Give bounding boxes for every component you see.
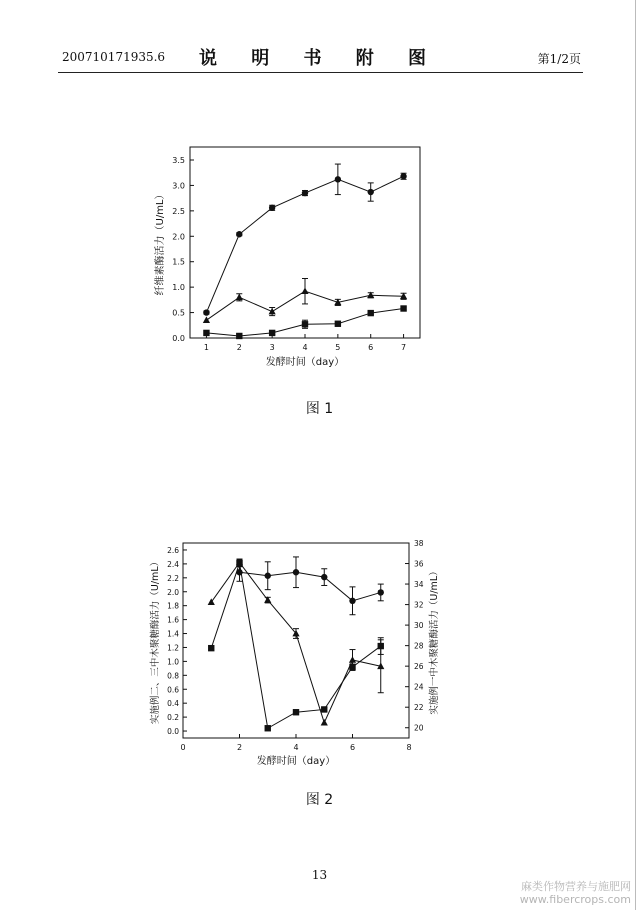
- x-tick-label: 0: [180, 743, 186, 752]
- y-right-tick-label: 24: [414, 682, 424, 692]
- y-tick-label: 3.5: [172, 156, 185, 165]
- series-circle-point: [349, 598, 355, 604]
- watermark-line-2: www.fibercrops.com: [519, 893, 631, 906]
- y-tick-label: 0.8: [167, 671, 179, 681]
- x-tick-label: 1: [203, 343, 209, 352]
- y-right-axis-label: 实施例一中木聚糖酶活力（U/mL）: [429, 566, 440, 715]
- series-triangle-point: [349, 656, 356, 663]
- application-number: 200710171935.6: [62, 50, 166, 64]
- y-tick-label: 2.2: [167, 573, 179, 583]
- series-square-point: [349, 664, 355, 670]
- y-tick-label: 0.4: [167, 699, 179, 709]
- y-right-tick-label: 30: [414, 621, 424, 631]
- x-tick-label: 5: [335, 343, 341, 352]
- y-tick-label: 2.4: [167, 559, 179, 569]
- y-tick-label: 3.0: [172, 181, 185, 191]
- x-tick-label: 7: [401, 343, 407, 352]
- y-right-tick-label: 34: [414, 580, 424, 590]
- series-circle-line: [240, 572, 381, 601]
- x-tick-label: 2: [236, 743, 243, 752]
- watermark-line-1: 麻类作物营养与施肥网: [521, 880, 631, 893]
- series-circle-point: [321, 574, 327, 580]
- page-info: 第1/2页: [537, 52, 581, 66]
- y-right-tick-label: 36: [414, 559, 424, 569]
- y-tick-label: 1.5: [172, 257, 185, 267]
- y-right-tick-label: 26: [414, 662, 424, 672]
- series-square-point: [265, 725, 271, 731]
- y-tick-label: 0.0: [172, 334, 185, 343]
- series-triangle-point: [321, 719, 328, 726]
- y-tick-label: 1.4: [167, 629, 179, 639]
- page-number: 13: [311, 868, 328, 882]
- y-axis-label: 纤维素酶活力（U/mL）: [155, 189, 166, 296]
- x-tick-label: 6: [368, 343, 374, 352]
- figure-1-caption: 图 1: [305, 401, 334, 417]
- y-tick-label: 0.6: [167, 685, 179, 695]
- x-tick-label: 8: [406, 743, 412, 752]
- y-tick-label: 0.0: [167, 727, 179, 737]
- y-right-tick-label: 38: [414, 539, 424, 548]
- series-square-point: [236, 560, 242, 566]
- series-circle-point: [378, 589, 384, 595]
- series-square-point: [208, 645, 214, 651]
- y-tick-label: 1.0: [167, 657, 179, 667]
- x-tick-label: 3: [269, 343, 275, 352]
- x-tick-label: 2: [236, 343, 242, 352]
- y-axis-label: 实施例二、三中木聚糖酶活力（U/mL）: [150, 556, 161, 725]
- y-tick-label: 1.0: [172, 283, 185, 293]
- series-square-point: [378, 643, 384, 649]
- figure-2-caption: 图 2: [305, 792, 334, 808]
- x-tick-label: 4: [293, 743, 299, 752]
- y-tick-label: 0.2: [167, 713, 179, 723]
- y-right-tick-label: 32: [414, 600, 424, 610]
- y-tick-label: 2.6: [167, 545, 179, 555]
- watermark: [520, 880, 631, 906]
- y-right-tick-label: 28: [414, 641, 424, 651]
- y-tick-label: 2.0: [172, 232, 185, 242]
- x-axis-label: 发酵时间（day）: [265, 357, 345, 368]
- y-tick-label: 1.6: [167, 615, 179, 625]
- series-circle-point: [265, 573, 271, 579]
- series-circle-point: [293, 569, 299, 575]
- y-tick-label: 2.0: [167, 587, 179, 597]
- page-title: 说 明 书 附 图: [198, 48, 441, 69]
- series-square-point: [321, 706, 327, 712]
- y-tick-label: 1.8: [167, 601, 179, 611]
- y-tick-label: 2.5: [172, 206, 185, 216]
- x-tick-label: 6: [349, 743, 356, 752]
- y-tick-label: 0.5: [172, 308, 185, 318]
- x-tick-label: 4: [302, 343, 308, 352]
- y-right-tick-label: 20: [414, 723, 424, 733]
- y-right-tick-label: 22: [414, 703, 424, 713]
- y-tick-label: 1.2: [167, 643, 179, 653]
- series-square-point: [293, 709, 299, 715]
- x-axis-label: 发酵时间（day）: [256, 756, 336, 767]
